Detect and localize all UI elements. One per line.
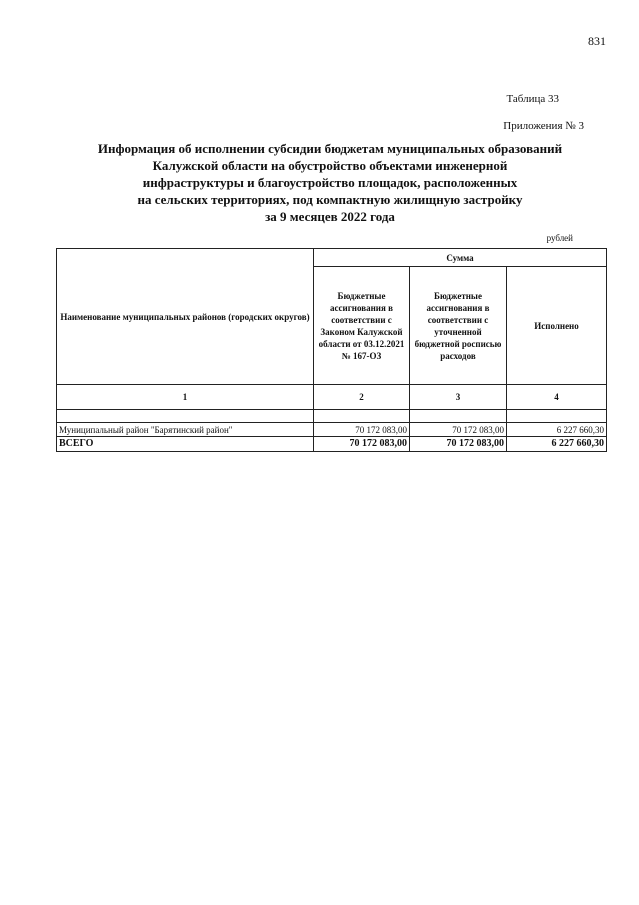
- header-executed: [507, 267, 607, 385]
- total-row: [57, 437, 607, 452]
- column-number-row: [57, 385, 607, 410]
- header-law-allocations: [314, 267, 410, 385]
- title-line: Калужской области на обустройство объектами инженерной: [152, 158, 508, 173]
- total-label: ВСЕГО: [57, 437, 314, 452]
- refined-amount: 70 172 083,00: [410, 423, 507, 437]
- header-refined-allocations: [410, 267, 507, 385]
- total-law-amount: 70 172 083,00: [314, 437, 410, 452]
- units-label: рублей: [546, 233, 573, 243]
- header-law-text: Бюджетные ассигнования в соответствии с Законом Калужской области от 03.12.2021 № 167-ОЗ: [318, 290, 405, 361]
- header-sum-text: Сумма: [446, 252, 474, 263]
- title-line: инфраструктуры и благоустройство площадок, расположенных: [142, 175, 518, 190]
- column-number: 2: [314, 385, 410, 410]
- appendix-reference: Приложения № 3: [503, 120, 584, 132]
- total-refined-amount: 70 172 083,00: [410, 437, 507, 452]
- title-line: Информация об исполнении субсидии бюджетам муниципальных образований: [97, 141, 563, 156]
- table-row: [57, 423, 607, 437]
- header-sum-group: [314, 249, 607, 267]
- title-line: на сельских территориях, под компактную жилищную застройку: [137, 192, 523, 207]
- title-line: за 9 месяцев 2022 года: [265, 209, 395, 224]
- page-number: 831: [588, 34, 606, 48]
- header-name-text: Наименование муниципальных районов (городских округов): [60, 311, 310, 322]
- column-number: 4: [507, 385, 607, 410]
- header-executed-text: Исполнено: [534, 320, 579, 331]
- executed-amount: 6 227 660,30: [507, 423, 607, 437]
- column-number: 1: [57, 385, 314, 410]
- total-executed-amount: 6 227 660,30: [507, 437, 607, 452]
- header-name-column: [57, 249, 314, 385]
- law-amount: 70 172 083,00: [314, 423, 410, 437]
- document-title: [60, 140, 600, 225]
- district-name: Муниципальный район "Барятинский район": [57, 423, 314, 437]
- table-reference: Таблица 33: [506, 93, 559, 105]
- column-number: 3: [410, 385, 507, 410]
- subsidy-table: [56, 248, 607, 452]
- header-refined-text: Бюджетные ассигнования в соответствии с уточненной бюджетной росписью расходов: [414, 290, 502, 361]
- spacer-row: [57, 410, 607, 423]
